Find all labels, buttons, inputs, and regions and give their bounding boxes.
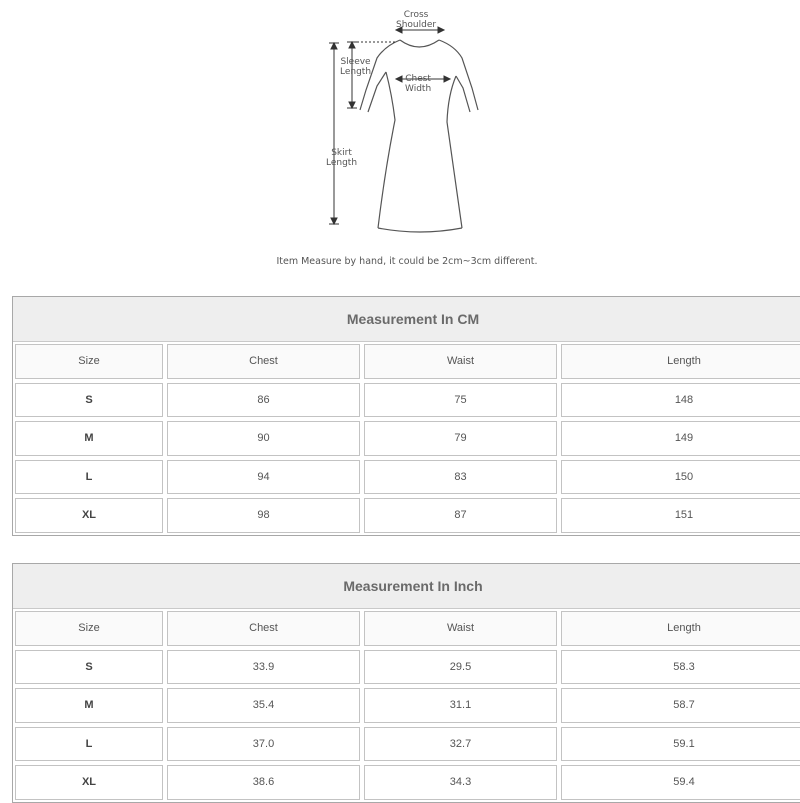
label-chest-width: Chest Width [405, 74, 432, 94]
cell-length: 149 [561, 421, 800, 456]
cell-size: M [15, 688, 163, 723]
table-row [13, 419, 800, 458]
cell-chest: 35.4 [167, 688, 360, 723]
cell-waist: 75 [364, 383, 557, 418]
header-size: Size [15, 611, 163, 646]
cell-length: 59.4 [561, 765, 800, 800]
cell-size: S [15, 383, 163, 418]
table-title-cm: Measurement In CM [13, 297, 800, 342]
cell-length: 58.3 [561, 650, 800, 685]
dress-outline-illustration [0, 0, 800, 285]
label-skirt-length: Skirt Length [326, 148, 358, 168]
cell-length: 58.7 [561, 688, 800, 723]
header-chest: Chest [167, 344, 360, 379]
cell-length: 151 [561, 498, 800, 533]
cell-chest: 86 [167, 383, 360, 418]
table-row [13, 496, 800, 535]
cell-size: XL [15, 765, 163, 800]
table-title-inch: Measurement In Inch [13, 564, 800, 609]
cell-length: 150 [561, 460, 800, 495]
cell-chest: 90 [167, 421, 360, 456]
cell-waist: 31.1 [364, 688, 557, 723]
table-grid-cm [13, 342, 800, 535]
cell-size: XL [15, 498, 163, 533]
label-cross-shoulder: Cross Shoulder [396, 10, 437, 30]
table-row [13, 763, 800, 802]
cell-waist: 79 [364, 421, 557, 456]
table-inch [12, 563, 800, 803]
header-length: Length [561, 611, 800, 646]
table-header-row [13, 609, 800, 648]
cell-waist: 83 [364, 460, 557, 495]
cell-size: M [15, 421, 163, 456]
table-row [13, 381, 800, 420]
table-row [13, 648, 800, 687]
measurement-note: Item Measure by hand, it could be 2cm~3cm different. [276, 256, 538, 267]
header-length: Length [561, 344, 800, 379]
cell-chest: 33.9 [167, 650, 360, 685]
table-row [13, 686, 800, 725]
cell-length: 59.1 [561, 727, 800, 762]
header-chest: Chest [167, 611, 360, 646]
table-row [13, 458, 800, 497]
header-waist: Waist [364, 344, 557, 379]
cell-length: 148 [561, 383, 800, 418]
cell-chest: 98 [167, 498, 360, 533]
cell-chest: 38.6 [167, 765, 360, 800]
cell-waist: 29.5 [364, 650, 557, 685]
table-header-row [13, 342, 800, 381]
cell-waist: 34.3 [364, 765, 557, 800]
header-size: Size [15, 344, 163, 379]
dress-diagram [0, 0, 800, 285]
table-cm [12, 296, 800, 536]
cell-size: S [15, 650, 163, 685]
cell-waist: 32.7 [364, 727, 557, 762]
table-row [13, 725, 800, 764]
cell-size: L [15, 460, 163, 495]
cell-size: L [15, 727, 163, 762]
cell-chest: 94 [167, 460, 360, 495]
cell-chest: 37.0 [167, 727, 360, 762]
header-waist: Waist [364, 611, 557, 646]
cell-waist: 87 [364, 498, 557, 533]
label-sleeve-length: Sleeve Length [340, 57, 372, 77]
table-grid-inch [13, 609, 800, 802]
